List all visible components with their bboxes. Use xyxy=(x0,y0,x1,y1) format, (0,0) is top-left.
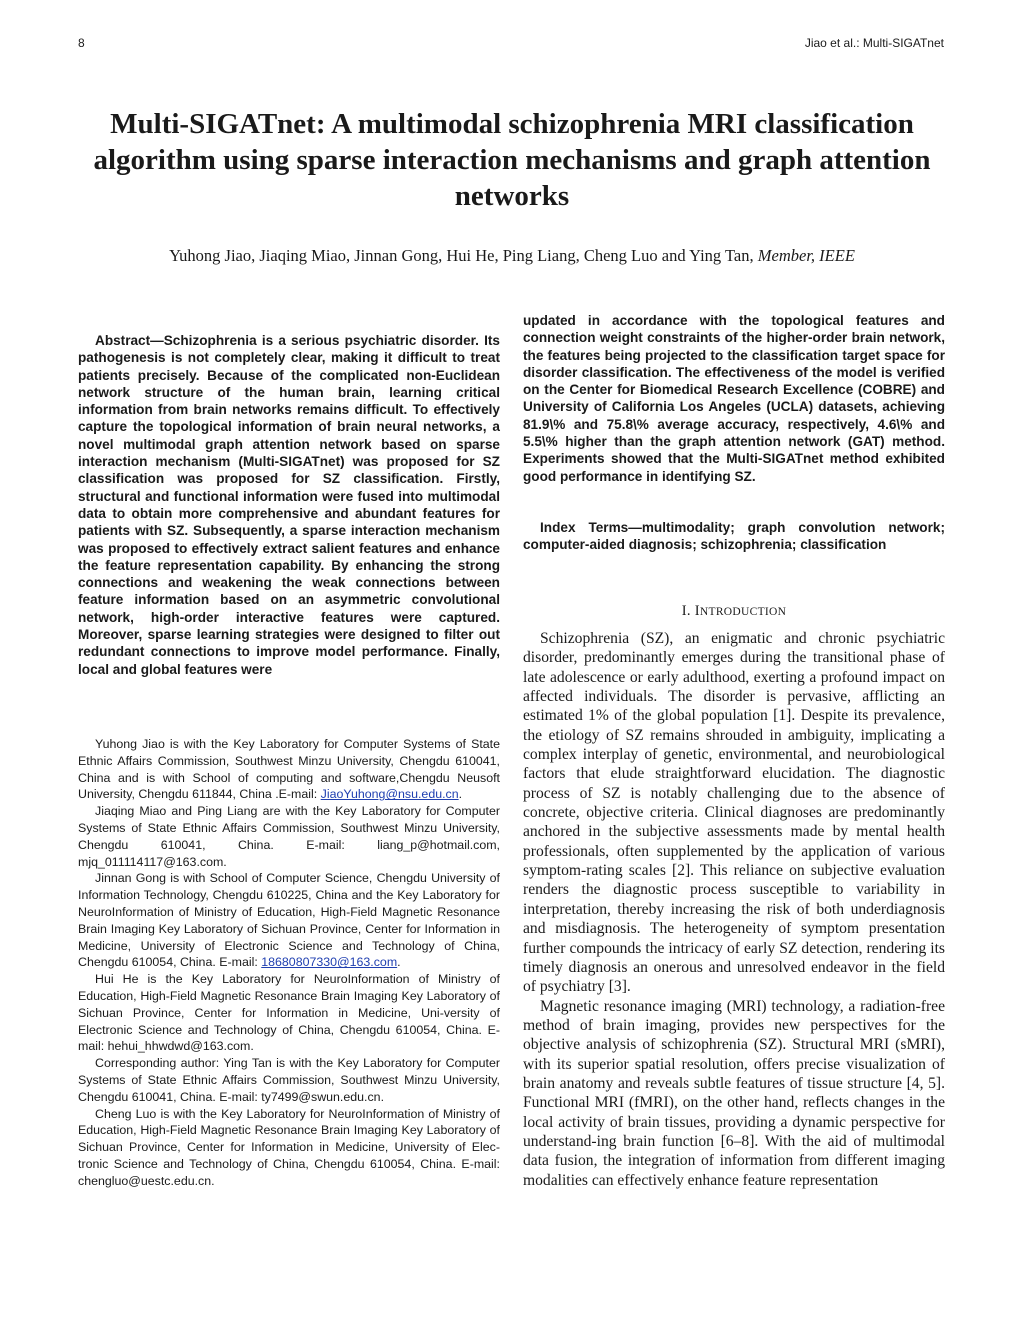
abstract-left-column xyxy=(78,332,500,678)
author-list xyxy=(80,246,944,266)
email-link-gong[interactable]: 18680807330@163.com xyxy=(261,955,398,970)
running-head: Jiao et al.: Multi-SIGATnet xyxy=(804,36,944,50)
introduction-body xyxy=(523,629,945,1190)
page-number: 8 xyxy=(78,36,85,50)
affiliation-jiao: Yuhong Jiao is with the Key Laboratory for Computer Systems of State Ethnic Affairs Commission, Southwest Minzu University, Chengdu 610041, China and is with School of computing and software,Chengdu Neusoft University, Chengdu 611844, China .E-mail: JiaoYuhong@nsu.edu.cn. xyxy=(78,737,500,802)
affiliation-gong: Jinnan Gong is with School of Computer Science, Chengdu University of Information Technology, Chengdu 610225, China and the Key Laboratory for NeuroInformation of Ministry of Education, High-Field Magnetic Resonance Brain Imaging Key Laboratory of Sichuan Province, Center for Information in Medicine, University of Electronic Science and Technology of China, Chengdu 610054, China. E-mail: 18680807330@163.com. xyxy=(78,871,500,970)
abstract-right-column xyxy=(523,312,945,485)
author-names: Yuhong Jiao, Jiaqing Miao, Jinnan Gong, Hui He, Ping Liang, Cheng Luo and Ying Tan, xyxy=(169,246,754,265)
index-terms-text: Index Terms—multimodality; graph convolution network; computer-aided diagnosis; schizophrenia; classification xyxy=(523,520,945,553)
section-heading-introduction xyxy=(523,603,945,620)
author-role: Member, IEEE xyxy=(757,246,855,265)
section-title-initial: I xyxy=(694,603,700,619)
affiliation-luo: Cheng Luo is with the Key Laboratory for NeuroInformation of Ministry of Education, High-Field Magnetic Resonance Brain Imaging Key Laboratory of Sichuan Province, Center for Information in Medicine, University of Elec-tronic Science and Technology of China, Chengdu 610054, China. E-mail: chengluo@uestc.edu.cn. xyxy=(78,1106,500,1188)
section-title-rest: NTRODUCTION xyxy=(699,606,787,618)
author-affiliations xyxy=(78,736,500,1190)
section-numeral: I. xyxy=(681,603,691,619)
abstract-text-part1: Abstract—Schizophrenia is a serious psychiatric disorder. Its pathogenesis is not completely clear, making it difficult to treat patients precisely. Because of the complicated non-Euclidean network structure of the human brain, learning critical information from brain networks remains difficult. To effectively capture the topological information of brain neural networks, a novel multimodal graph attention network based on sparse interaction mechanism (Multi-SIGATnet) was proposed for SZ classification was proposed for SZ classification. Firstly, structural and functional information were fused into multimodal data to obtain more comprehensive and abundant features for patients with SZ. Subsequently, a sparse interaction mechanism was proposed to effectively extract salient features and enhance the feature representation capability. By enhancing the strong connections and weakening the weak connections between feature information based on an asymmetric convolutional network, high-order interactive features were captured. Moreover, sparse learning strategies were designed to filter out redundant connections to improve model performance. Finally, local and global features were xyxy=(78,333,500,677)
abstract-text-part2: updated in accordance with the topological features and connection weight constraints of the higher-order brain network, the features being projected to the classification target space for disorder classification. The effectiveness of the model is verified on the Center for Biomedical Research Excellence (COBRE) and University of California Los Angeles (UCLA) datasets, achieving 81.9\% and 75.8\% average accuracy, respectively, 4.6\% and 5.5\% higher than the graph attention network (GAT) method. Experiments showed that the Multi-SIGATnet method exhibited good performance in identifying SZ. xyxy=(523,313,945,484)
affiliation-miao-liang: Jiaqing Miao and Ping Liang are with the Key Laboratory for Computer Systems of State Ethnic Affairs Commission, Southwest Minzu University, Chengdu 610041, China. E-mail: liang_p@hotmail.com, mjq_011114117@163.com. xyxy=(78,804,500,869)
affiliation-tan: Corresponding author: Ying Tan is with the Key Laboratory for Computer Systems of State Ethnic Affairs Commission, Southwest Minzu University, Chengdu 610041, China. E-mail: ty7499@swun.edu.cn. xyxy=(78,1056,500,1104)
affiliation-he: Hui He is the Key Laboratory for NeuroInformation of Ministry of Education, High-Field Magnetic Resonance Brain Imaging Key Laboratory of Sichuan Province, Center for Information in Medicine, Uni-versity of Electronic Science and Technology of China, Chengdu 610054, China. E-mail: hehui_hhwdwd@163.com. xyxy=(78,972,500,1054)
paper-title: Multi-SIGATnet: A multimodal schizophrenia MRI classification algorithm using sparse interaction mechanisms and graph attention networks xyxy=(93,108,931,212)
intro-paragraph-1: Schizophrenia (SZ), an enigmatic and chronic psychiatric disorder, predominantly emerges during the transitional phase of late adolescence or early adulthood, exerting a profound impact on affected individuals. The disorder is pervasive, afflicting an estimated 1% of the global population [1]. Despite its prevalence, the etiology of SZ remains shrouded in ambiguity, implicating a complex interplay of genetic, environmental, and neurobiological factors that elude straightforward elucidation. The diagnostic process of SZ is notably challenging due to the absence of concrete, objective criteria. Clinical diagnoses are predominantly anchored in the subjective assessments made by mental health professionals, often supplemented by the application of various symptom-rating scales [2]. This reliance on subjective evaluation renders the diagnostic process susceptible to variability in interpretation, thereby increasing the risk of both underdiagnosis and misdiagnosis. The heterogeneity of symptom presentation further compounds the intricacy of early SZ detection, rendering its timely diagnosis an onerous and unresolved endeavor in the field of psychiatry [3]. xyxy=(523,630,945,996)
index-terms xyxy=(523,519,945,554)
affiliation-jiao-text: Yuhong Jiao is with the Key Laboratory for Computer Systems of State Ethnic Affairs Commission, Southwest Minzu University, Chengdu 610041, China and is with School of computing and software,Chengdu Neusoft University, Chengdu 611844, China .E-mail: xyxy=(78,737,500,802)
intro-paragraph-2: Magnetic resonance imaging (MRI) technology, a radiation-free method of brain imaging, provides new perspectives for the objective analysis of schizophrenia (SZ). Structural MRI (sMRI), with its superior spatial resolution, offers precise visualization of brain anatomy and reveals subtle features of tissue structure [4, 5]. Functional MRI (fMRI), on the other hand, reflects changes in the local activity of brain tissues, providing a dynamic perspective for understand-ing brain function [6–8]. With the aid of multimodal data fusion, the integration of information from different imaging modalities can effectively enhance feature representation xyxy=(523,997,945,1189)
email-link-jiao[interactable]: JiaoYuhong@nsu.edu.cn xyxy=(320,787,459,802)
affiliation-gong-text: Jinnan Gong is with School of Computer Science, Chengdu University of Information Technology, Chengdu 610225, China and the Key Laboratory for NeuroInformation of Ministry of Education, High-Field Magnetic Resonance Brain Imaging Key Laboratory of Sichuan Province, Center for Information in Medicine, University of Electronic Science and Technology of China, Chengdu 610054, China. E-mail: xyxy=(78,871,500,970)
